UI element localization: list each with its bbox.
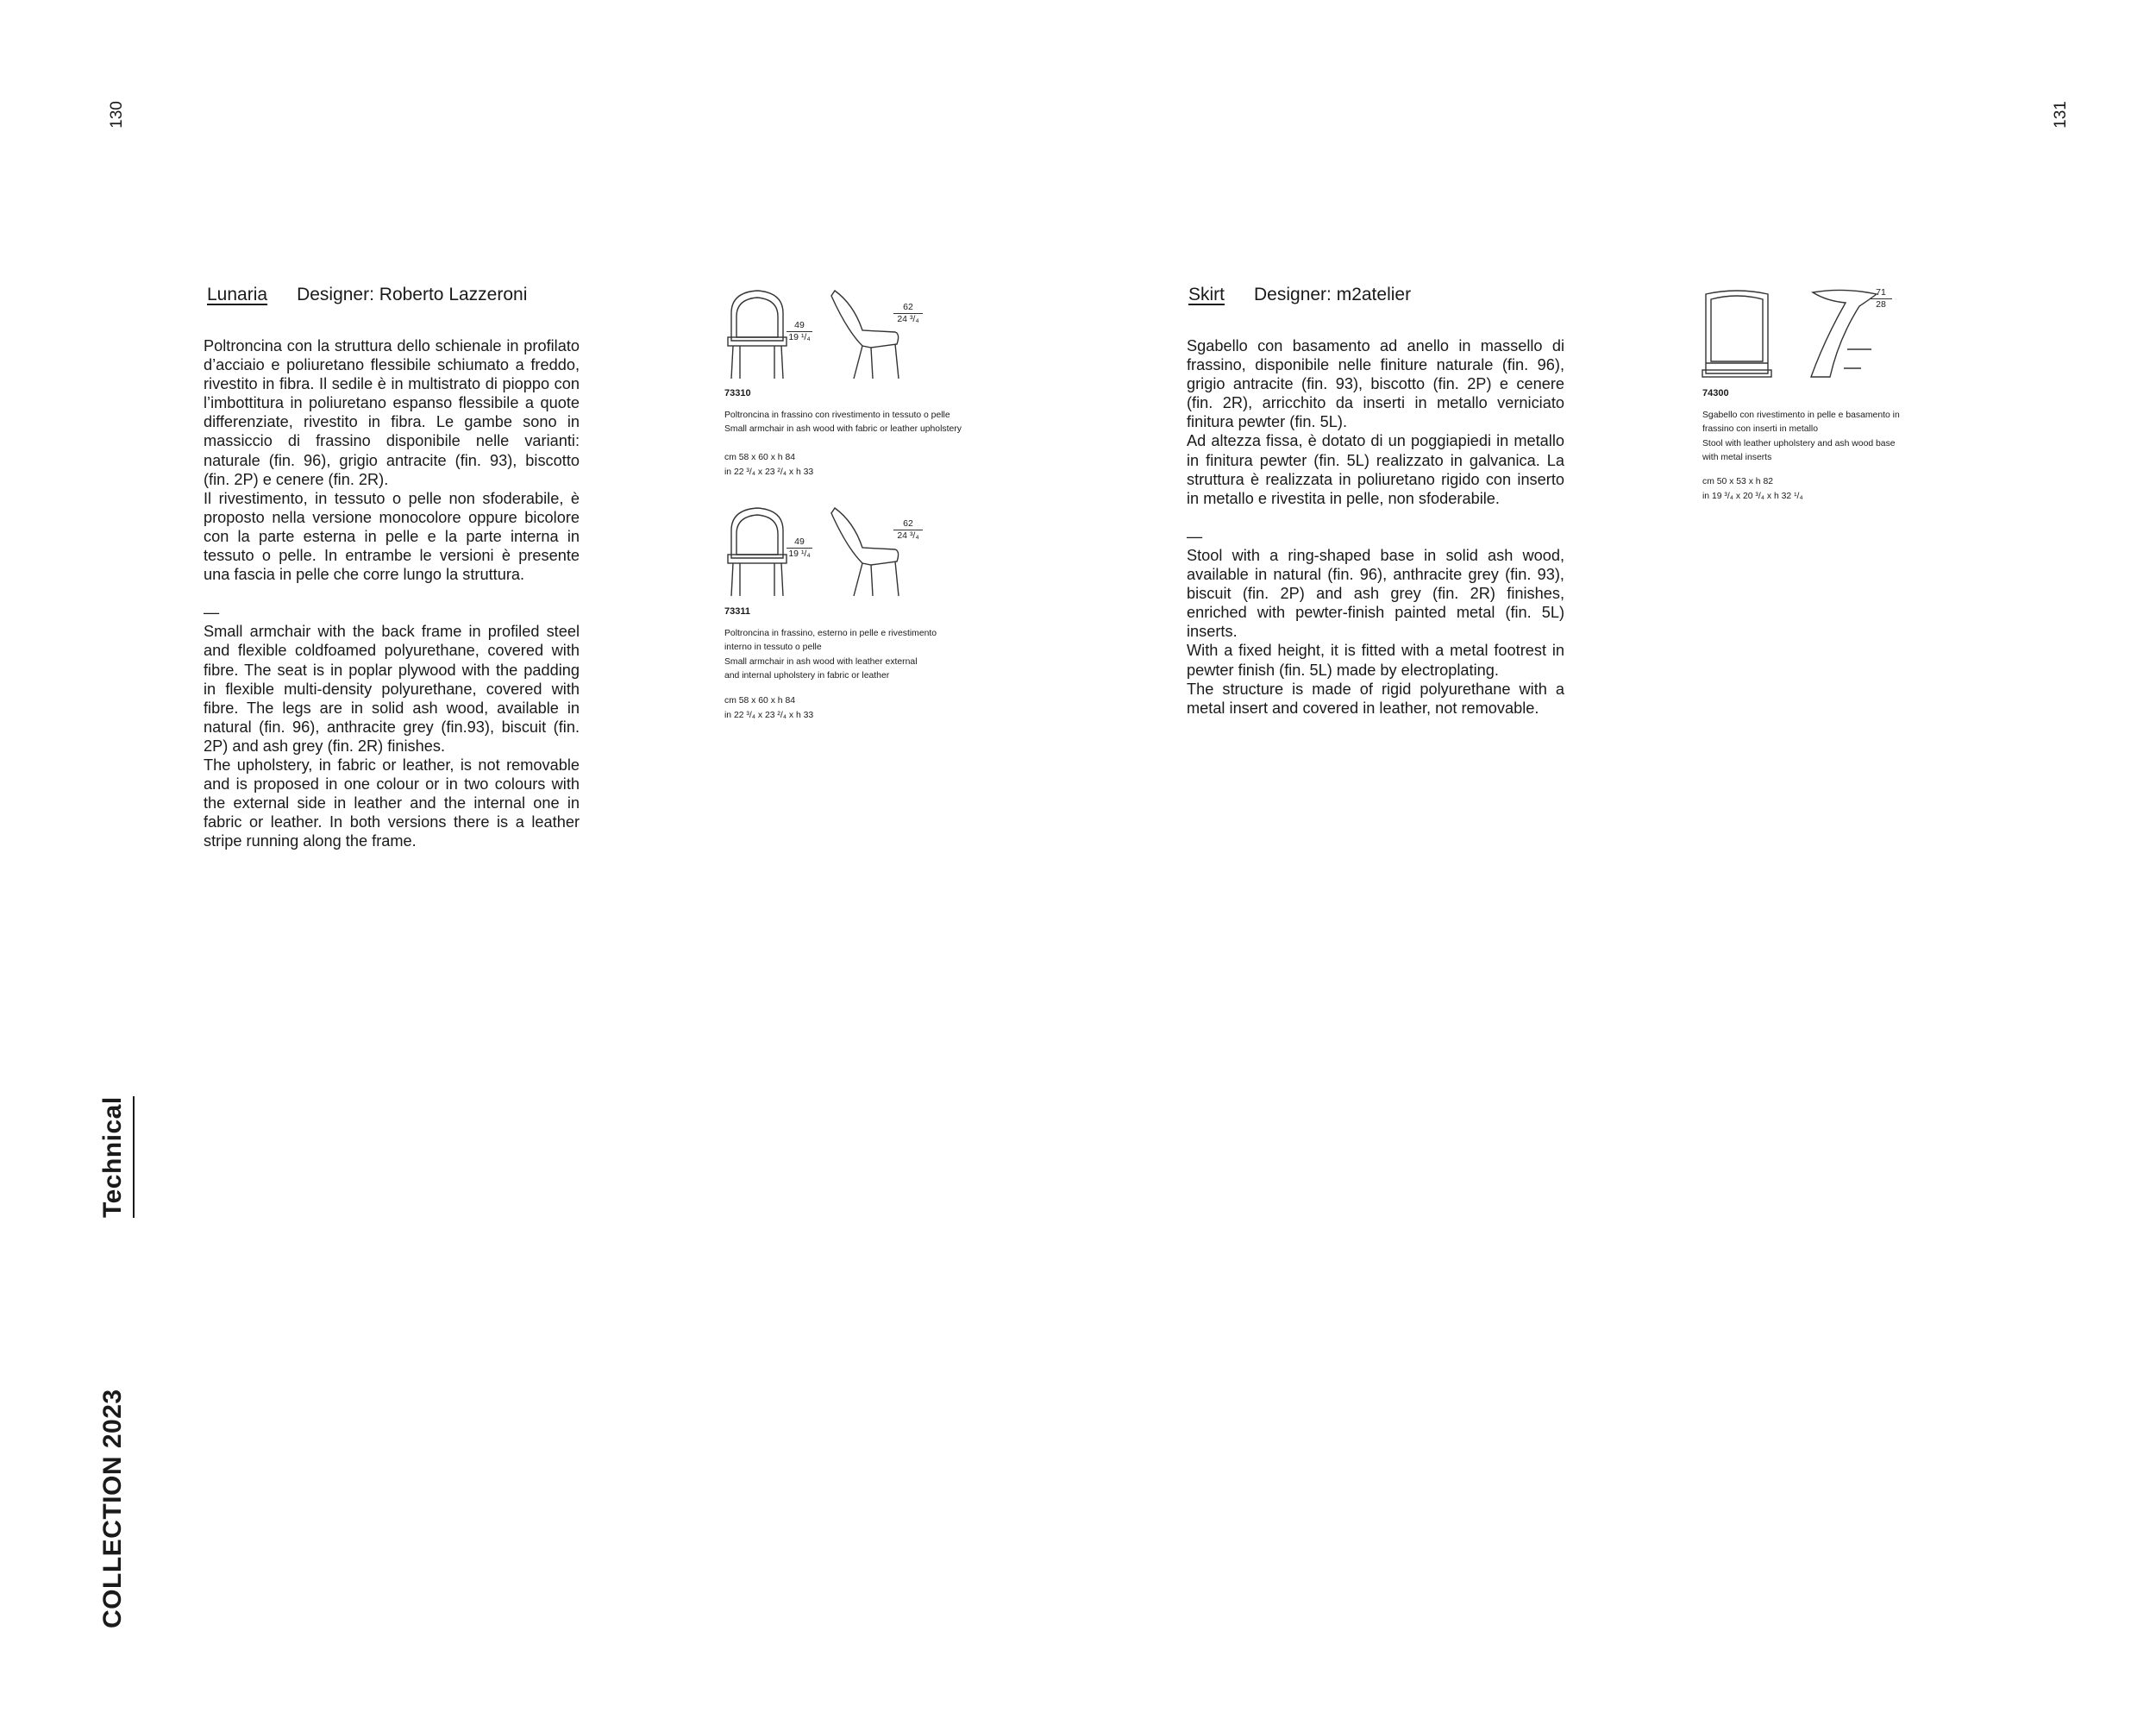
product-description: Poltroncina in frassino, esterno in pelle e rivestimento interno in tessuto o pelle Small armchair in ash wood with leather external and internal upholstery in fabric or leather (724, 629, 937, 681)
paragraph: The structure is made of rigid polyurethane with a metal insert and covered in leather, not removable. (1187, 680, 1564, 717)
front-dimension-label: 49 19 ¹/₄ (787, 320, 812, 343)
paragraph: Sgabello con basamento ad anello in massello di frassino, disponibile nelle finiture naturale (fin. 96), grigio antracite (fin. 93), biscotto (fin. 2P) e cenere (fin. 2R), arricchito da inserti in metallo verniciato finitura pewter (fin. 5L). (1187, 337, 1564, 431)
paragraph: Stool with a ring-shaped base in solid ash wood, available in natural (fin. 96), anthracite grey (fin. 93), biscuit (fin. 2P) and ash grey (fin. 2R) finishes, enriched with pewter-finish painted metal (fin. 5L) inserts. (1187, 546, 1564, 641)
product-name: Lunaria (207, 285, 268, 304)
product-dimensions: cm 50 x 53 x h 82 in 19 ³/₄ x 20 ³/₄ x h 32 ¹/₄ (1702, 477, 1803, 501)
stool-front-drawing (1702, 287, 1771, 382)
product-code: 73310 (724, 388, 751, 398)
product-dimensions: cm 58 x 60 x h 84 in 22 ³/₄ x 23 ²/₄ x h 33 (724, 696, 814, 720)
separator: — (1187, 527, 1203, 545)
paragraph: Ad altezza fissa, è dotato di un poggiapiedi in metallo in finitura pewter (fin. 5L) realizzato in galvanica. La struttura è realizzata in poliuretano rigido con inserto in metallo e rivestita in pelle, non sfoderabile. (1187, 432, 1564, 507)
product-dimensions: cm 58 x 60 x h 84 in 22 ³/₄ x 23 ²/₄ x h 33 (724, 453, 814, 477)
designer-name: Designer: m2atelier (1254, 285, 1412, 304)
skirt-description (1187, 336, 1564, 718)
armchair-front-drawing (723, 505, 792, 599)
product-description: Sgabello con rivestimento in pelle e basamento in frassino con inserti in metallo Stool with leather upholstery and ash wood base with metal inserts (1702, 411, 1900, 463)
paragraph: Il rivestimento, in tessuto o pelle non sfoderabile, è proposto nella versione monocolore oppure bicolore con la parte esterna in pelle e la parte interna in tessuto o pelle. In entrambe le versioni è presente una fascia in pelle che corre lungo la struttura. (204, 489, 580, 584)
skirt-heading (1188, 285, 1411, 305)
side-dimension-label: 71 28 (1870, 287, 1892, 310)
front-dimension-label: 49 19 ¹/₄ (787, 536, 812, 560)
page-number-left: 130 (107, 101, 126, 129)
side-dimension-label: 62 24 ³/₄ (893, 302, 923, 325)
page-number-right: 131 (2051, 101, 2070, 129)
side-dimension-label: 62 24 ³/₄ (893, 518, 923, 542)
designer-name: Designer: Roberto Lazzeroni (297, 285, 528, 304)
product-name: Skirt (1188, 285, 1225, 304)
paragraph: Poltroncina con la struttura dello schienale in profilato d’acciaio e poliuretano flessibile schiumato a freddo, rivestito in fibra. Il sedile è in multistrato di pioppo con l’imbottitura in poliuretano espanso flessibile a quote differenziate, rivestito in fibra. Le gambe sono in massiccio di frassino disponibile nelle varianti: naturale (fin. 96), grigio antracite (fin. 93), biscotto (fin. 2P) e cenere (fin. 2R). (204, 337, 580, 488)
separator: — (204, 604, 220, 622)
product-description: Poltroncina in frassino con rivestimento in tessuto o pelle Small armchair in ash wood with fabric or leather upholstery (724, 411, 962, 435)
product-code: 73311 (724, 606, 750, 617)
paragraph: The upholstery, in fabric or leather, is not removable and is proposed in one colour or in two colours with the external side in leather and the internal one in fabric or leather. In both versions there is a leather stripe running along the frame. (204, 756, 580, 850)
product-code: 74300 (1702, 388, 1729, 398)
lunaria-heading (207, 285, 527, 305)
paragraph: Small armchair with the back frame in profiled steel and flexible coldfoamed polyurethane, covered with fibre. The seat is in poplar plywood with the padding in flexible multi-density polyurethane, covered with fibre. The legs are in solid ash wood, available in natural (fin. 96), anthracite grey (fin.93), biscuit (fin. 2P) and ash grey (fin. 2R) finishes. (204, 623, 580, 755)
lunaria-description (204, 336, 580, 850)
collection-label: COLLECTION 2023 (98, 1389, 127, 1628)
section-label: Technical (98, 1096, 135, 1218)
paragraph: With a fixed height, it is fitted with a metal footrest in pewter finish (fin. 5L) made by electroplating. (1187, 642, 1564, 679)
armchair-front-drawing (723, 287, 792, 382)
